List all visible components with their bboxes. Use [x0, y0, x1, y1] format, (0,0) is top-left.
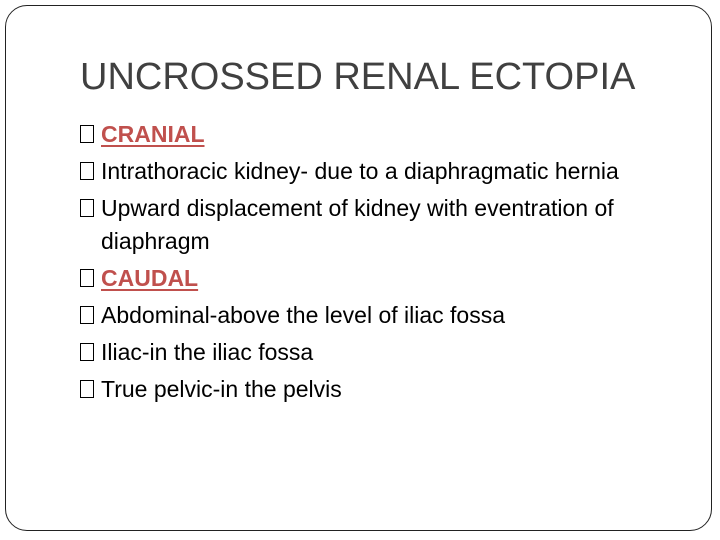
bullet-item-caudal — [80, 262, 680, 295]
bullet-item-true-pelvic — [80, 373, 680, 406]
square-bullet-icon — [80, 162, 94, 180]
square-bullet-icon — [80, 199, 94, 217]
bullet-item-intrathoracic — [80, 155, 680, 188]
bullet-list — [80, 118, 680, 410]
slide-title: UNCROSSED RENAL ECTOPIA — [80, 56, 636, 98]
bullet-text: CRANIAL — [101, 121, 205, 147]
bullet-text: Abdominal-above the level of iliac fossa — [101, 302, 506, 328]
square-bullet-icon — [80, 343, 94, 361]
square-bullet-icon — [80, 380, 94, 398]
bullet-item-cranial — [80, 118, 680, 151]
square-bullet-icon — [80, 125, 94, 143]
bullet-item-iliac — [80, 336, 680, 369]
bullet-text: Iliac-in the iliac fossa — [101, 339, 314, 365]
bullet-item-upward-displacement — [80, 192, 680, 258]
bullet-text: Upward displacement of kidney with eventration of diaphragm — [101, 195, 614, 254]
bullet-text: CAUDAL — [101, 265, 199, 291]
square-bullet-icon — [80, 269, 94, 287]
bullet-item-abdominal — [80, 299, 680, 332]
square-bullet-icon — [80, 306, 94, 324]
bullet-text: True pelvic-in the pelvis — [101, 376, 342, 402]
bullet-text: Intrathoracic kidney- due to a diaphragmatic hernia — [101, 158, 619, 184]
